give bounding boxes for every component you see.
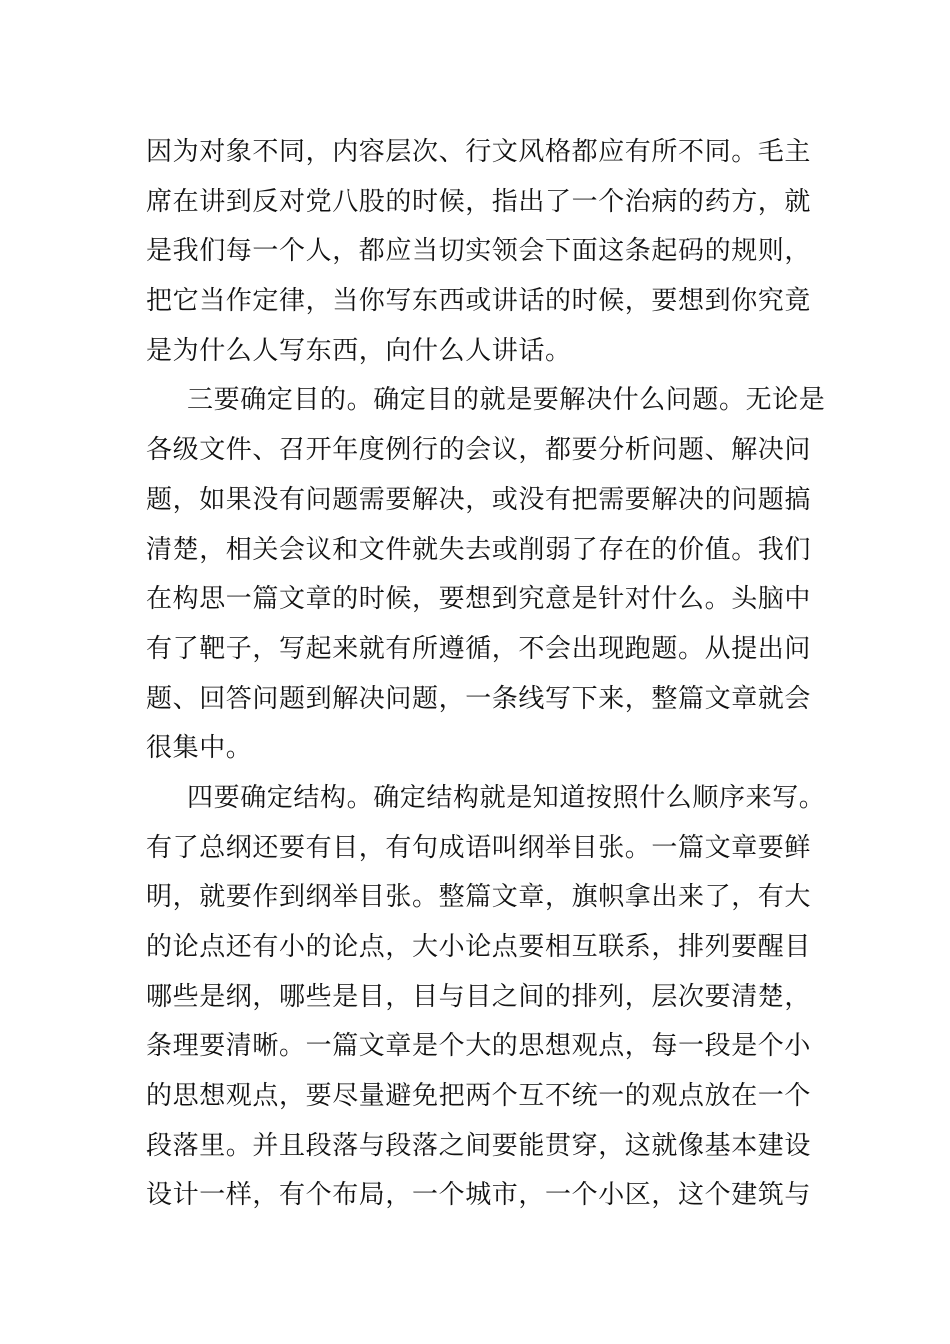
text-line: 有了总纲还要有目，有句成语叫纲举目张。一篇文章要鲜 bbox=[146, 832, 812, 863]
text-line: 在构思一篇文章的时候，要想到究意是针对什么。头脑中 bbox=[146, 584, 812, 615]
text-line: 席在讲到反对党八股的时候，指出了一个治病的药方，就 bbox=[146, 186, 812, 217]
text-line: 题、回答问题到解决问题，一条线写下来，整篇文章就会 bbox=[146, 683, 812, 714]
text-line: 有了靶子，写起来就有所遵循，不会出现跑题。从提出问 bbox=[146, 633, 812, 664]
text-line: 因为对象不同，内容层次、行文风格都应有所不同。毛主 bbox=[146, 137, 812, 167]
body-text bbox=[146, 128, 826, 1221]
text-line: 题，如果没有问题需要解决，或没有把需要解决的问题搞 bbox=[146, 484, 812, 515]
text-line: 明，就要作到纲举目张。整篇文章，旗帜拿出来了，有大 bbox=[146, 882, 812, 913]
text-line: 条理要清晰。一篇文章是个大的思想观点，每一段是个小 bbox=[146, 1031, 812, 1062]
paragraph-start-line: 四要确定结构。确定结构就是知道按照什么顺序来写。 bbox=[187, 782, 826, 813]
text-line: 段落里。并且段落与段落之间要能贯穿，这就像基本建设 bbox=[146, 1130, 812, 1161]
text-line: 各级文件、召开年度例行的会议，都要分析问题、解决问 bbox=[146, 435, 812, 466]
text-line: 是为什么人写东西，向什么人讲话。 bbox=[146, 335, 572, 366]
text-line: 的论点还有小的论点，大小论点要相互联系，排列要醒目 bbox=[146, 932, 812, 962]
text-line: 设计一样，有个布局，一个城市，一个小区，这个建筑与 bbox=[146, 1180, 812, 1211]
text-line: 的思想观点，要尽量避免把两个互不统一的观点放在一个 bbox=[146, 1081, 812, 1112]
text-line: 把它当作定律，当你写东西或讲话的时候，要想到你究竟 bbox=[146, 286, 812, 317]
text-line: 是我们每一个人，都应当切实领会下面这条起码的规则， bbox=[146, 236, 812, 267]
text-line: 哪些是纲，哪些是目，目与目之间的排列，层次要清楚， bbox=[146, 981, 812, 1012]
paragraph-start-line: 三要确定目的。确定目的就是要解决什么问题。无论是 bbox=[187, 385, 826, 416]
text-line: 清楚，相关会议和文件就失去或削弱了存在的价值。我们 bbox=[146, 534, 812, 565]
text-line: 很集中。 bbox=[146, 733, 253, 764]
